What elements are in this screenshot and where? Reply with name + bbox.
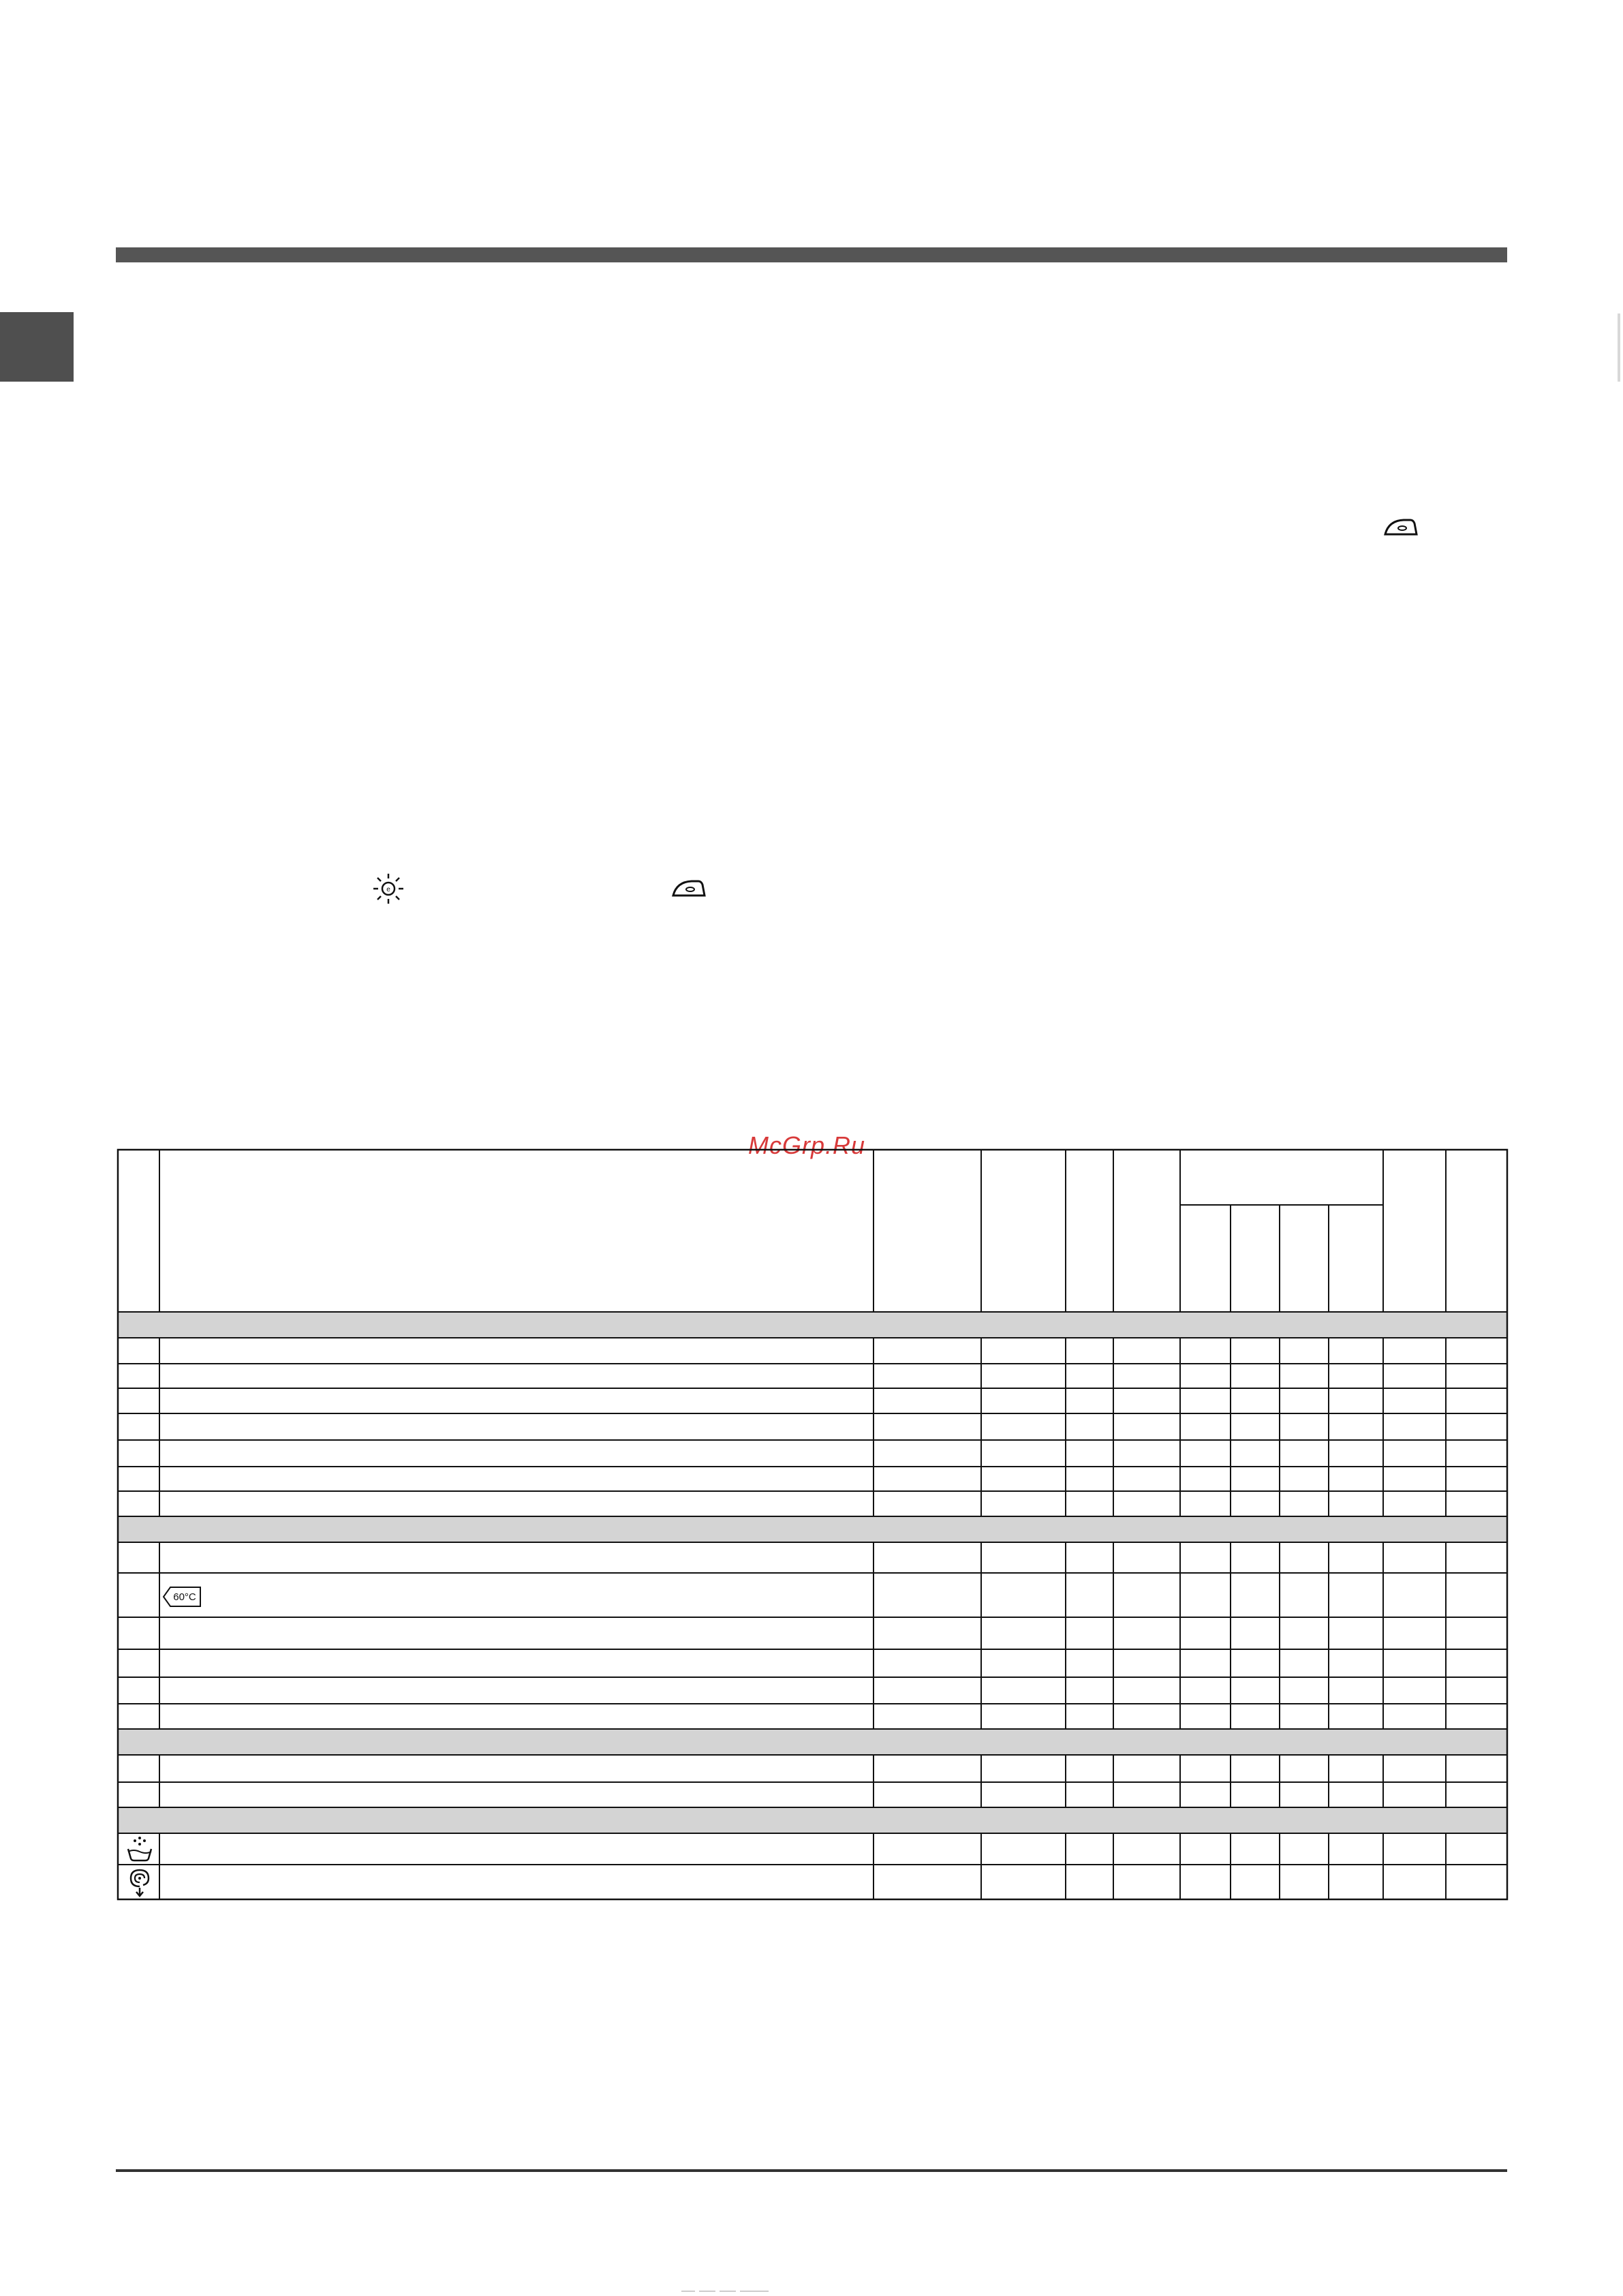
footer-artifact — [681, 2289, 770, 2294]
column-dividers-block-4 — [159, 1833, 1446, 1899]
temperature-tag-label: 60°C — [173, 1591, 196, 1603]
column-dividers-block-2 — [159, 1542, 1446, 1729]
footer-rule — [116, 2169, 1507, 2172]
column-dividers-block-1 — [159, 1338, 1446, 1516]
column-dividers-block-3 — [159, 1755, 1446, 1807]
temperature-tag-icon — [162, 1586, 202, 1608]
watermark-text: McGrp.Ru — [748, 1131, 866, 1159]
rinse-basin-icon — [125, 1835, 154, 1863]
svg-text:e: e — [386, 886, 390, 893]
spin-drain-icon — [125, 1866, 154, 1897]
